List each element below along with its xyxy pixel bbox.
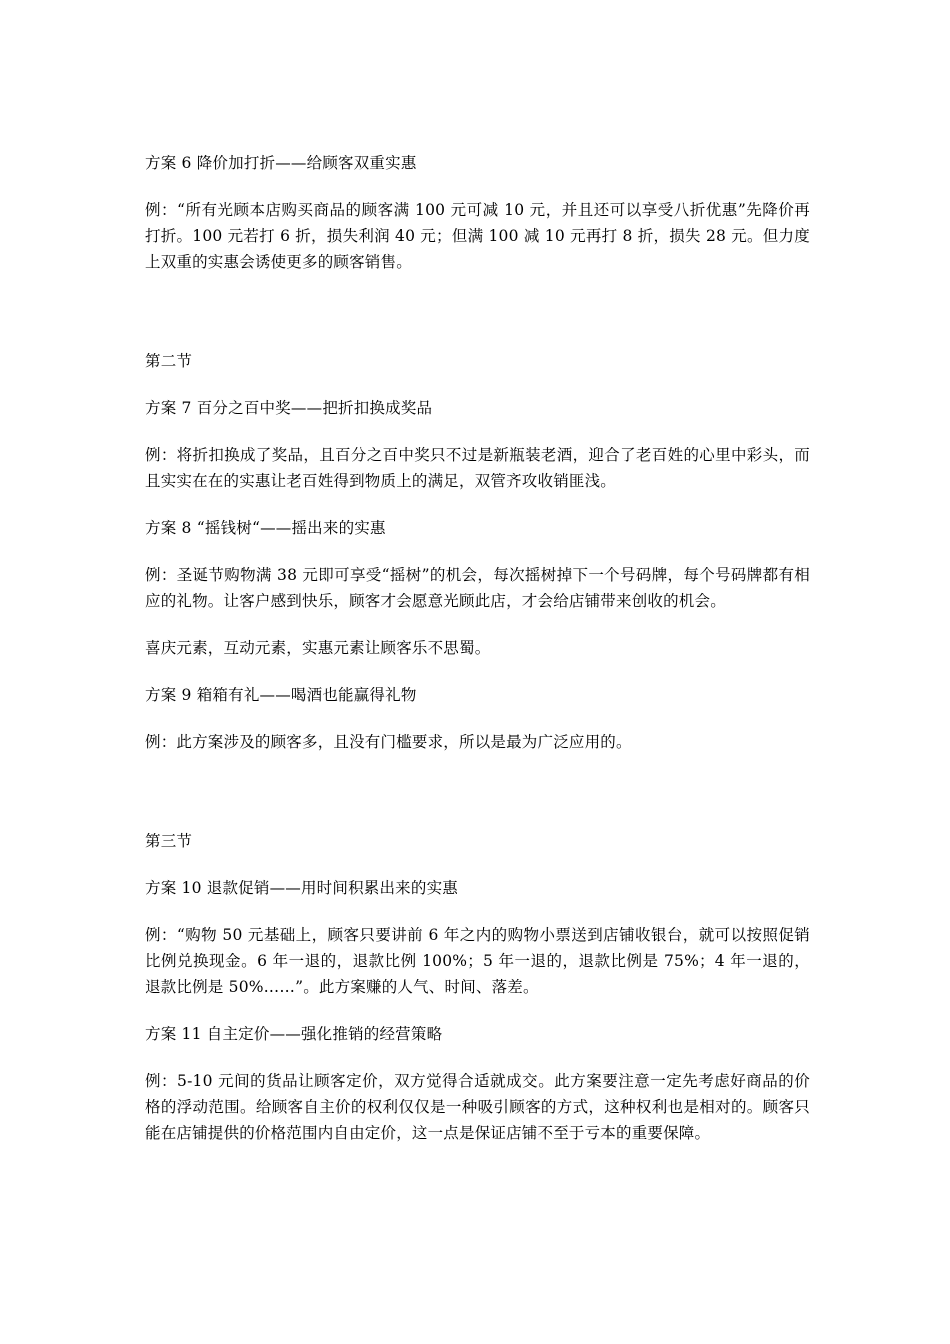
plan-6-example: 例：“所有光顾本店购买商品的顾客满 100 元可减 10 元，并且还可以享受八折优惠”先降价再打折。100 元若打 6 折，损失利润 40 元；但满 100 减 10 元再打 8 折，损失 28 元。但力度上双重的实惠会诱使更多的顾客销售。 — [145, 201, 810, 271]
paragraph-spacer — [145, 614, 810, 635]
document-body — [145, 150, 810, 1146]
paragraph-spacer — [145, 176, 810, 197]
plan-7-example: 例：将折扣换成了奖品，且百分之百中奖只不过是新瓶装老酒，迎合了老百姓的心里中彩头，而且实实在在的实惠让老百姓得到物质上的满足，双管齐攻收销匪浅。 — [145, 446, 810, 490]
paragraph-spacer — [145, 374, 810, 395]
paragraph-spacer — [145, 661, 810, 682]
paragraph-spacer — [145, 708, 810, 729]
section-spacer — [145, 275, 810, 348]
section-3-heading: 第三节 — [145, 832, 193, 850]
plan-11-example: 例：5-10 元间的货品让顾客定价，双方觉得合适就成交。此方案要注意一定先考虑好商品的价格的浮动范围。给顾客自主价的权利仅仅是一种吸引顾客的方式，这种权利也是相对的。顾客只能在店铺提供的价格范围内自由定价，这一点是保证店铺不至于亏本的重要保障。 — [145, 1072, 810, 1142]
paragraph-spacer — [145, 1000, 810, 1021]
plan-11-heading: 方案 11 自主定价——强化推销的经营策略 — [145, 1025, 443, 1043]
paragraph-spacer — [145, 421, 810, 442]
plan-9-example: 例：此方案涉及的顾客多，且没有门槛要求，所以是最为广泛应用的。 — [145, 733, 632, 751]
section-spacer — [145, 755, 810, 828]
paragraph-spacer — [145, 854, 810, 875]
plan-10-example: 例：“购物 50 元基础上，顾客只要讲前 6 年之内的购物小票送到店铺收银台，就可以按照促销比例兑换现金。6 年一退的，退款比例 100%；5 年一退的，退款比例是 75%；4 年一退的，退款比例是 50%……”。此方案赚的人气、时间、落差。 — [145, 926, 810, 996]
paragraph-spacer — [145, 494, 810, 515]
plan-8-example: 例：圣诞节购物满 38 元即可享受“摇树”的机会，每次摇树掉下一个号码牌，每个号码牌都有相应的礼物。让客户感到快乐，顾客才会愿意光顾此店，才会给店铺带来创收的机会。 — [145, 566, 810, 610]
plan-6-heading: 方案 6 降价加打折——给顾客双重实惠 — [145, 154, 417, 172]
plan-8-heading: 方案 8 “摇钱树“——摇出来的实惠 — [145, 519, 386, 537]
section-2-heading: 第二节 — [145, 352, 193, 370]
paragraph-spacer — [145, 901, 810, 922]
plan-10-heading: 方案 10 退款促销——用时间积累出来的实惠 — [145, 879, 458, 897]
paragraph-spacer — [145, 541, 810, 562]
paragraph-spacer — [145, 1047, 810, 1068]
plan-7-heading: 方案 7 百分之百中奖——把折扣换成奖品 — [145, 399, 433, 417]
plan-9-heading: 方案 9 箱箱有礼——喝酒也能赢得礼物 — [145, 686, 417, 704]
plan-8-summary: 喜庆元素，互动元素，实惠元素让顾客乐不思蜀。 — [145, 639, 491, 657]
